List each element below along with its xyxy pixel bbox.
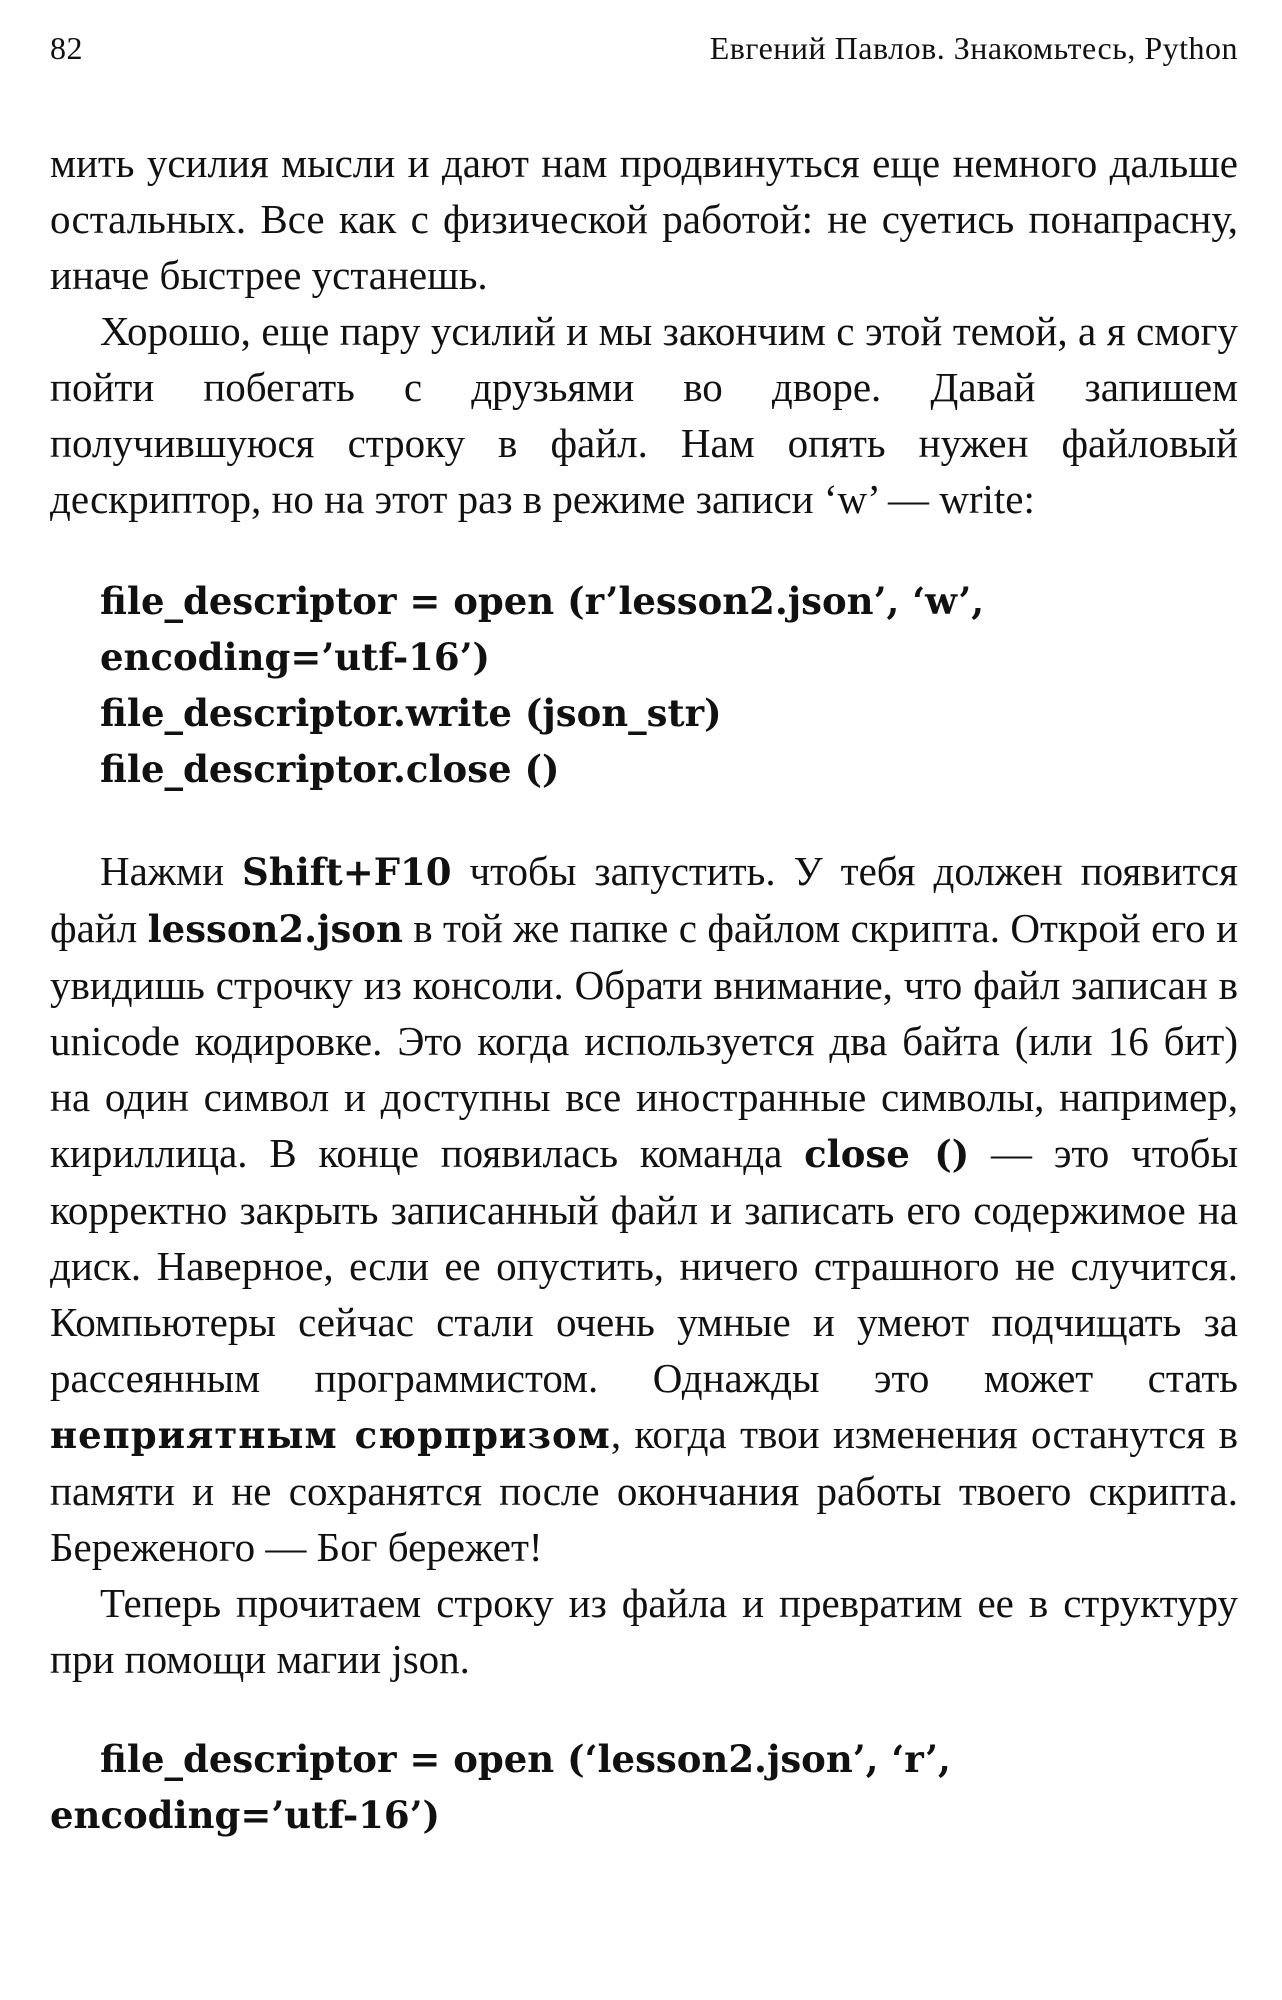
code-line: file_descriptor = open (r’lesson2.json’, ‘w’,	[100, 579, 985, 623]
shortcut-shift-f10: Shift+F10	[242, 850, 452, 894]
command-close: close ()	[804, 1132, 970, 1176]
paragraph-3-text: в той же папке с файлом скрипта. Открой его и увидишь строчку из консоли. Обрати внимание, что файл записан в unicode кодировке. Это когда используется два байта (или 16 бит) на один символ и доступны все иностранные символы, например, кириллица. В конце появилась команда	[50, 905, 1239, 1176]
running-title: Евгений Павлов. Знакомьтесь, Python	[709, 30, 1238, 66]
paragraph-3	[50, 843, 1238, 1575]
emphasis-unpleasant-surprise: неприятным сюрпризом	[50, 1413, 611, 1457]
code-line: encoding=’utf-16’)	[100, 635, 491, 679]
page-header	[50, 30, 1238, 90]
paragraph-2: Хорошо, еще пару усилий и мы закончим с этой темой, а я смогу пойти побегать с друзьями во дворе. Давай запишем получившуюся строку в файл. Нам опять нужен файловый дескриптор, но на этот раз в режиме записи ‘w’ — write:	[50, 308, 1238, 522]
paragraph-3-text: — это чтобы корректно закрыть записанный файл и записать его содержимое на диск. Наверное, если ее опустить, ничего страшного не случится. Компьютеры сейчас стали очень умные и умеют подчищать за рассеянным программистом. Однажды это может стать	[50, 1130, 1239, 1401]
code-block-write	[50, 573, 1238, 797]
book-page	[50, 30, 1238, 1843]
code-line: file_descriptor.write (json_str)	[100, 691, 722, 735]
code-block-read	[50, 1731, 1238, 1843]
paragraph-3-text: Нажми	[100, 848, 243, 894]
paragraph-4: Теперь прочитаем строку из файла и превратим ее в структуру при помощи магии json.	[50, 1580, 1238, 1682]
filename-lesson2-json: lesson2.json	[147, 907, 403, 951]
paragraph-3-text: чтобы запустить. У тебя должен появится файл	[50, 848, 1238, 951]
code-line: file_descriptor.close ()	[100, 747, 560, 791]
paragraph-1: мить усилия мысли и дают нам продвинуться еще немного дальше остальных. Все как с физической работой: не суетись понапрасну, иначе быстрее устанешь.	[50, 140, 1238, 298]
paragraph-3-text: , когда твои изменения останутся в памяти и не сохранятся после окончания работы твоего скрипта. Береженого — Бог бережет!	[50, 1411, 1239, 1570]
code-line: file_descriptor = open (‘lesson2.json’, ‘r’,	[100, 1737, 951, 1781]
page-number: 82	[50, 30, 83, 66]
code-line: encoding=’utf-16’)	[50, 1793, 441, 1837]
